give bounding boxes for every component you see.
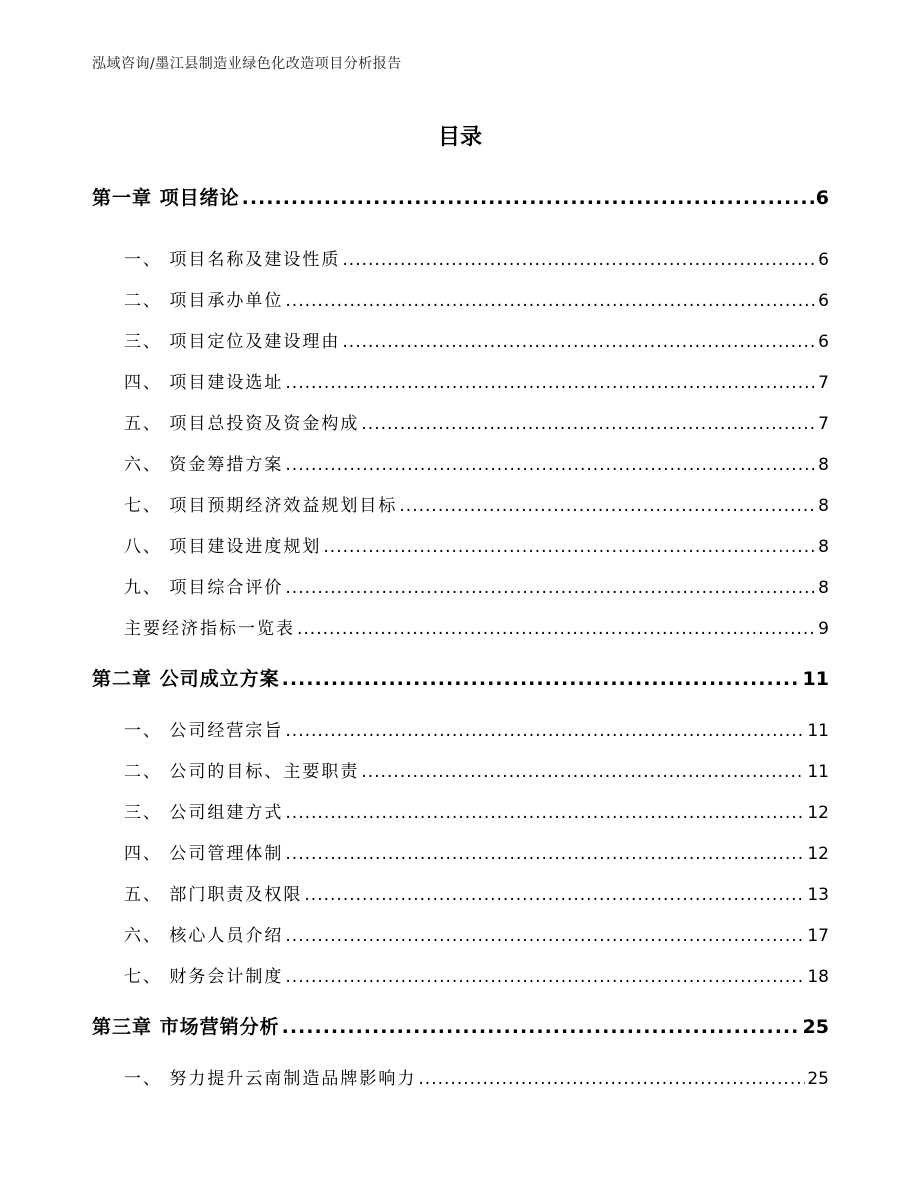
dot-leader xyxy=(304,885,805,905)
toc-entry-label: 第三章 市场营销分析 xyxy=(92,1016,280,1038)
toc-entry-label: 一、 公司经营宗旨 xyxy=(124,721,284,741)
toc-entry-page: 11 xyxy=(807,762,829,782)
toc-entry-page: 13 xyxy=(807,885,829,905)
toc-entry-label: 四、 项目建设选址 xyxy=(124,373,284,393)
toc-entry-page: 8 xyxy=(818,455,829,475)
toc-entry-label: 一、 项目名称及建设性质 xyxy=(124,250,341,270)
dot-leader xyxy=(418,1069,805,1089)
toc-entry-page: 7 xyxy=(818,373,829,393)
dot-leader xyxy=(282,1016,801,1038)
toc-entry-page: 9 xyxy=(818,619,829,639)
toc-entry-label: 二、 公司的目标、主要职责 xyxy=(124,762,360,782)
dot-leader xyxy=(285,926,805,946)
dot-leader xyxy=(242,187,814,209)
dot-leader xyxy=(323,537,816,557)
toc-entry[interactable] xyxy=(92,614,829,639)
dot-leader xyxy=(285,721,805,741)
dot-leader xyxy=(285,291,816,311)
toc-entry-page: 12 xyxy=(807,803,829,823)
toc-entry-page: 25 xyxy=(802,1016,829,1038)
toc-entry[interactable] xyxy=(92,183,829,210)
dot-leader xyxy=(399,496,816,516)
toc-entry[interactable] xyxy=(92,757,829,782)
toc-entry-page: 8 xyxy=(818,496,829,516)
dot-leader xyxy=(361,414,816,434)
toc-entry[interactable] xyxy=(92,962,829,987)
toc-entry-label: 八、 项目建设进度规划 xyxy=(124,537,322,557)
toc-entry-label: 一、 努力提升云南制造品牌影响力 xyxy=(124,1069,417,1089)
toc-entry[interactable] xyxy=(92,1064,829,1089)
toc-entry-label: 七、 财务会计制度 xyxy=(124,967,284,987)
dot-leader xyxy=(297,619,816,639)
toc-entry-page: 8 xyxy=(818,578,829,598)
toc-entry-label: 二、 项目承办单位 xyxy=(124,291,284,311)
toc-entry[interactable] xyxy=(92,450,829,475)
toc-entry-label: 七、 项目预期经济效益规划目标 xyxy=(124,496,398,516)
toc-title: 目录 xyxy=(437,125,482,150)
toc-entry[interactable] xyxy=(92,716,829,741)
toc-entry-page: 6 xyxy=(818,291,829,311)
toc-entry[interactable] xyxy=(92,409,829,434)
toc-entry-page: 18 xyxy=(807,967,829,987)
toc-entry-label: 三、 项目定位及建设理由 xyxy=(124,332,341,352)
toc-entry-label: 六、 资金筹措方案 xyxy=(124,455,284,475)
toc-entry[interactable] xyxy=(92,368,829,393)
toc-entry-page: 6 xyxy=(818,250,829,270)
toc-entry[interactable] xyxy=(92,245,829,270)
dot-leader xyxy=(282,668,801,690)
toc-entry-page: 6 xyxy=(818,332,829,352)
toc-entry-label: 第一章 项目绪论 xyxy=(92,187,240,209)
toc-entry[interactable] xyxy=(92,798,829,823)
toc-entry-page: 12 xyxy=(807,844,829,864)
toc-entry[interactable] xyxy=(92,921,829,946)
toc-entry-page: 25 xyxy=(807,1069,829,1089)
toc-entry-label: 六、 核心人员介绍 xyxy=(124,926,284,946)
dot-leader xyxy=(285,455,816,475)
toc-entry-page: 11 xyxy=(802,668,829,690)
dot-leader xyxy=(285,803,805,823)
toc-entry[interactable] xyxy=(92,286,829,311)
dot-leader xyxy=(285,844,805,864)
toc-entry[interactable] xyxy=(92,880,829,905)
toc-entry[interactable] xyxy=(92,573,829,598)
toc-entry-label: 三、 公司组建方式 xyxy=(124,803,284,823)
toc-entry[interactable] xyxy=(92,839,829,864)
toc-entry[interactable] xyxy=(92,327,829,352)
toc-entry[interactable] xyxy=(92,532,829,557)
toc-entry-label: 主要经济指标一览表 xyxy=(124,619,295,639)
dot-leader xyxy=(285,373,816,393)
toc-entry-label: 九、 项目综合评价 xyxy=(124,578,284,598)
toc-entry-label: 五、 项目总投资及资金构成 xyxy=(124,414,360,434)
toc-entry-page: 11 xyxy=(807,721,829,741)
toc-entry-page: 7 xyxy=(818,414,829,434)
dot-leader xyxy=(285,967,805,987)
toc-entry-label: 第二章 公司成立方案 xyxy=(92,668,280,690)
toc-entry-label: 五、 部门职责及权限 xyxy=(124,885,303,905)
toc-entry-page: 8 xyxy=(818,537,829,557)
toc-entry[interactable] xyxy=(92,1012,829,1039)
running-header: 泓域咨询/墨江县制造业绿色化改造项目分析报告 xyxy=(92,56,402,72)
dot-leader xyxy=(342,332,816,352)
dot-leader xyxy=(285,578,816,598)
toc-entry[interactable] xyxy=(92,664,829,691)
dot-leader xyxy=(361,762,805,782)
toc-entry[interactable] xyxy=(92,491,829,516)
dot-leader xyxy=(342,250,816,270)
toc-entry-page: 6 xyxy=(815,187,829,209)
toc-entry-label: 四、 公司管理体制 xyxy=(124,844,284,864)
toc-entry-page: 17 xyxy=(807,926,829,946)
